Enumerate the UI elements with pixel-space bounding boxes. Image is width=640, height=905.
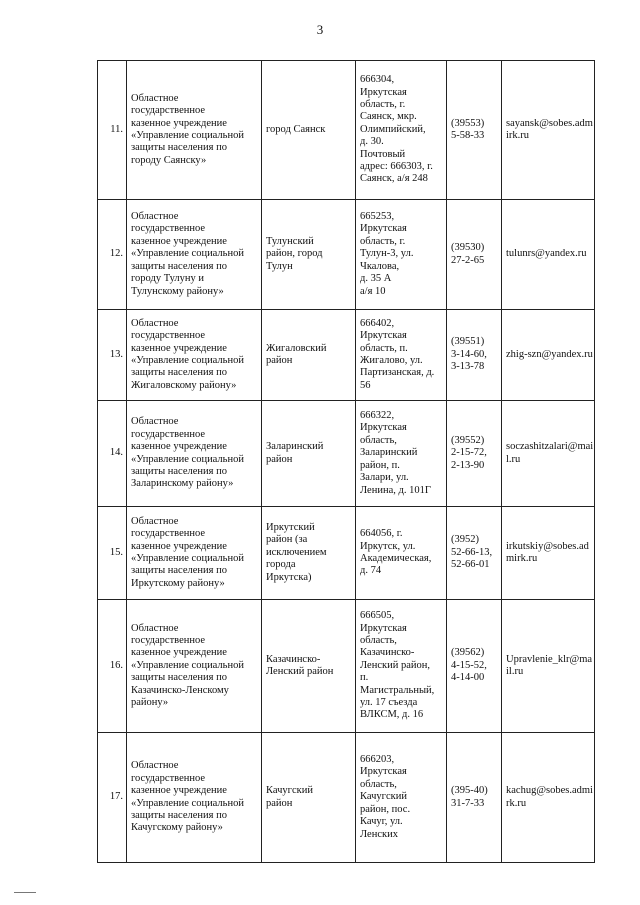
text-line: область, г. — [360, 98, 406, 110]
text-line: 2-13-90 — [451, 459, 485, 471]
text-line: исключением — [266, 546, 327, 558]
text-line: 3-13-78 — [451, 361, 485, 373]
text-line: защиты населения по — [131, 367, 227, 379]
institution-name — [127, 600, 262, 733]
footnote-separator — [14, 892, 36, 893]
text-line: «Управление социальной — [131, 797, 244, 809]
text-line: район — [266, 453, 293, 465]
text-line: защиты населения по — [131, 465, 227, 477]
text-line: «Управление социальной — [131, 355, 244, 366]
email-address — [502, 401, 595, 507]
text-line: Иркутская — [360, 330, 407, 342]
text-line: Ленский район, — [360, 659, 430, 671]
text-line: Тулунскому району» — [131, 285, 224, 297]
text-line: (395-40) — [451, 785, 488, 797]
postal-address — [356, 310, 447, 401]
text-line: Иркутска) — [266, 571, 312, 583]
text-line: Тулун — [266, 260, 293, 272]
row-number: 16. — [98, 600, 127, 733]
text-line: Иркутская — [360, 223, 407, 235]
service-area — [262, 507, 356, 600]
text-line: 666322, — [360, 410, 395, 422]
text-line: д. 74 — [360, 565, 382, 577]
institution-name — [127, 507, 262, 600]
email-address — [502, 600, 595, 733]
text-line: (39553) — [451, 117, 485, 129]
service-area — [262, 200, 356, 310]
text-line: Жигаловский — [266, 342, 327, 354]
text-line: казенное учреждение — [131, 441, 227, 453]
text-line: Казачинско-Ленскому — [131, 684, 229, 696]
text-line: область, — [360, 434, 397, 446]
row-number: 14. — [98, 401, 127, 507]
text-line: Казачинско- — [266, 653, 321, 665]
text-line: 52-66-13, — [451, 546, 493, 558]
text-line: защиты населения по — [131, 142, 227, 154]
postal-address — [356, 507, 447, 600]
text-line: Областное — [131, 760, 179, 772]
text-line: il.ru — [506, 666, 524, 677]
postal-address — [356, 401, 447, 507]
table-body — [98, 61, 595, 863]
text-line: ул. 17 съезда — [360, 697, 418, 709]
institutions-table — [97, 60, 595, 863]
postal-address — [356, 733, 447, 863]
text-line: Качугскому району» — [131, 822, 223, 834]
text-line: Иркутская — [360, 622, 407, 634]
text-line: городу Саянску» — [131, 154, 207, 166]
text-line: 3-14-60, — [451, 348, 487, 360]
text-line: Ленина, д. 101Г — [360, 484, 431, 496]
text-line: Олимпийский, — [360, 123, 426, 135]
text-line: государственное — [131, 105, 206, 117]
email-address — [502, 507, 595, 600]
text-line: район, город — [266, 248, 323, 260]
text-line: району» — [131, 697, 169, 709]
text-line: район — [266, 797, 293, 809]
text-line: irk.ru — [506, 130, 530, 141]
text-line: городу Тулуну и — [131, 273, 204, 285]
text-line: rk.ru — [506, 797, 527, 809]
text-line: Областное — [131, 317, 179, 329]
text-line: государственное — [131, 330, 206, 342]
institution-name — [127, 61, 262, 200]
text-line: 5-58-33 — [451, 130, 485, 141]
text-line: 27-2-65 — [451, 254, 485, 266]
table-row — [98, 733, 595, 863]
email-address — [502, 733, 595, 863]
text-line: Ленских — [360, 828, 398, 840]
text-line: государственное — [131, 428, 206, 440]
service-area — [262, 401, 356, 507]
text-line: «Управление социальной — [131, 659, 244, 671]
text-line: Качугский — [266, 785, 313, 797]
text-line: Областное — [131, 92, 179, 104]
text-line: Иркутская — [360, 766, 407, 778]
service-area — [262, 310, 356, 401]
phone-numbers — [447, 507, 502, 600]
text-line: Иркутский — [266, 521, 315, 533]
page-number: 3 — [316, 22, 324, 37]
text-line: Областное — [131, 515, 179, 527]
institution-name — [127, 200, 262, 310]
row-number: 17. — [98, 733, 127, 863]
text-line: казенное учреждение — [131, 342, 227, 354]
text-line: 2-15-72, — [451, 447, 487, 459]
phone-numbers — [447, 61, 502, 200]
text-line: область, п. — [360, 342, 408, 354]
table-row — [98, 600, 595, 733]
postal-address — [356, 200, 447, 310]
text-line: 52-66-01 — [451, 559, 490, 571]
text-line: государственное — [131, 528, 206, 540]
table-row — [98, 61, 595, 200]
text-line: защиты населения по — [131, 672, 227, 684]
row-number: 11. — [98, 61, 127, 200]
text-line: Казачинско- — [360, 647, 415, 659]
text-line: казенное учреждение — [131, 117, 227, 129]
text-line: д. 30. — [360, 136, 384, 148]
text-line: Областное — [131, 416, 179, 428]
text-line: 4-14-00 — [451, 672, 485, 684]
table-row — [98, 310, 595, 401]
text-line: Тулун-3, ул. — [360, 248, 414, 260]
postal-address — [356, 61, 447, 200]
text-line: защиты населения по — [131, 809, 227, 821]
text-line: Партизанская, д. — [360, 367, 435, 379]
email-address — [502, 61, 595, 200]
text-line: область, — [360, 778, 397, 790]
text-line: государственное — [131, 772, 206, 784]
text-line: «Управление социальной — [131, 453, 244, 465]
table-row — [98, 507, 595, 600]
institution-name — [127, 733, 262, 863]
phone-numbers — [447, 401, 502, 507]
text-line: 666402, — [360, 317, 395, 329]
text-line: область, г. — [360, 235, 406, 247]
text-line: Областное — [131, 622, 179, 634]
text-line: город Саянск — [266, 123, 326, 135]
text-line: 56 — [360, 379, 371, 391]
text-line: Тулунский — [266, 235, 314, 247]
text-line: «Управление социальной — [131, 130, 244, 141]
text-line: Магистральный, — [360, 684, 435, 696]
text-line: государственное — [131, 223, 206, 235]
text-line: область, — [360, 634, 397, 646]
row-number: 15. — [98, 507, 127, 600]
text-line: 666505, — [360, 610, 395, 622]
text-line: города — [266, 559, 296, 571]
row-number: 13. — [98, 310, 127, 401]
text-line: Саянск, а/я 248 — [360, 173, 428, 185]
text-line: (3952) — [451, 534, 479, 546]
service-area — [262, 733, 356, 863]
text-line: (39551) — [451, 336, 485, 348]
email-address — [502, 310, 595, 401]
text-line: l.ru — [506, 453, 521, 465]
text-line: д. 35 А — [360, 273, 392, 285]
text-line: «Управление социальной — [131, 553, 244, 564]
text-line: Качугский — [360, 791, 407, 803]
text-line: mirk.ru — [506, 553, 538, 564]
text-line: государственное — [131, 634, 206, 646]
phone-numbers — [447, 600, 502, 733]
service-area — [262, 600, 356, 733]
text-line: 664056, г. — [360, 528, 403, 540]
text-line: район, пос. — [360, 803, 411, 815]
text-line: казенное учреждение — [131, 235, 227, 247]
institution-name — [127, 310, 262, 401]
text-line: Иркутская — [360, 422, 407, 434]
text-line: защиты населения по — [131, 260, 227, 272]
text-line: kachug@sobes.admi — [506, 785, 593, 797]
service-area — [262, 61, 356, 200]
phone-numbers — [447, 733, 502, 863]
text-line: казенное учреждение — [131, 785, 227, 797]
text-line: 666304, — [360, 74, 395, 86]
text-line: 4-15-52, — [451, 659, 487, 671]
text-line: Областное — [131, 211, 179, 223]
text-line: Качуг, ул. — [360, 816, 403, 828]
text-line: 31-7-33 — [451, 797, 485, 809]
text-line: Жигалово, ул. — [360, 355, 423, 366]
text-line: 665253, — [360, 211, 395, 223]
text-line: (39562) — [451, 647, 485, 659]
phone-numbers — [447, 310, 502, 401]
text-line: защиты населения по — [131, 565, 227, 577]
text-line: Жигаловскому району» — [131, 379, 237, 391]
row-number: 12. — [98, 200, 127, 310]
phone-numbers — [447, 200, 502, 310]
text-line: Иркутская — [360, 86, 407, 98]
text-line: Иркутск, ул. — [360, 540, 416, 552]
text-line: 666203, — [360, 754, 395, 766]
text-line: soczashitzalari@mai — [506, 441, 594, 453]
text-line: Иркутскому району» — [131, 577, 225, 589]
text-line: Заларинскому району» — [131, 478, 234, 490]
text-line: Залари, ул. — [360, 472, 409, 484]
text-line: п. — [360, 672, 369, 684]
text-line: «Управление социальной — [131, 248, 244, 260]
table-row — [98, 401, 595, 507]
text-line: адрес: 666303, г. — [360, 161, 433, 173]
table-row — [98, 200, 595, 310]
text-line: район (за — [266, 534, 308, 546]
text-line: а/я 10 — [360, 285, 386, 297]
text-line: район, п. — [360, 459, 400, 471]
email-address — [502, 200, 595, 310]
text-line: район — [266, 355, 293, 366]
text-line: Чкалова, — [360, 260, 400, 272]
text-line: ВЛКСМ, д. 16 — [360, 709, 424, 721]
text-line: казенное учреждение — [131, 647, 227, 659]
text-line: tulunrs@yandex.ru — [506, 248, 587, 260]
text-line: (39530) — [451, 242, 485, 254]
postal-address — [356, 600, 447, 733]
text-line: zhig-szn@yandex.ru — [506, 348, 593, 360]
text-line: Заларинский — [360, 447, 418, 459]
text-line: Ленский район — [266, 666, 334, 677]
text-line: казенное учреждение — [131, 540, 227, 552]
text-line: Почтовый — [360, 148, 406, 160]
text-line: Саянск, мкр. — [360, 111, 417, 123]
text-line: Академическая, — [360, 553, 432, 564]
text-line: Upravlenie_klr@ma — [506, 653, 593, 665]
text-line: sayansk@sobes.adm — [506, 117, 593, 129]
institution-name — [127, 401, 262, 507]
text-line: (39552) — [451, 434, 485, 446]
text-line: irkutskiy@sobes.ad — [506, 540, 589, 552]
text-line: Заларинский — [266, 441, 324, 453]
